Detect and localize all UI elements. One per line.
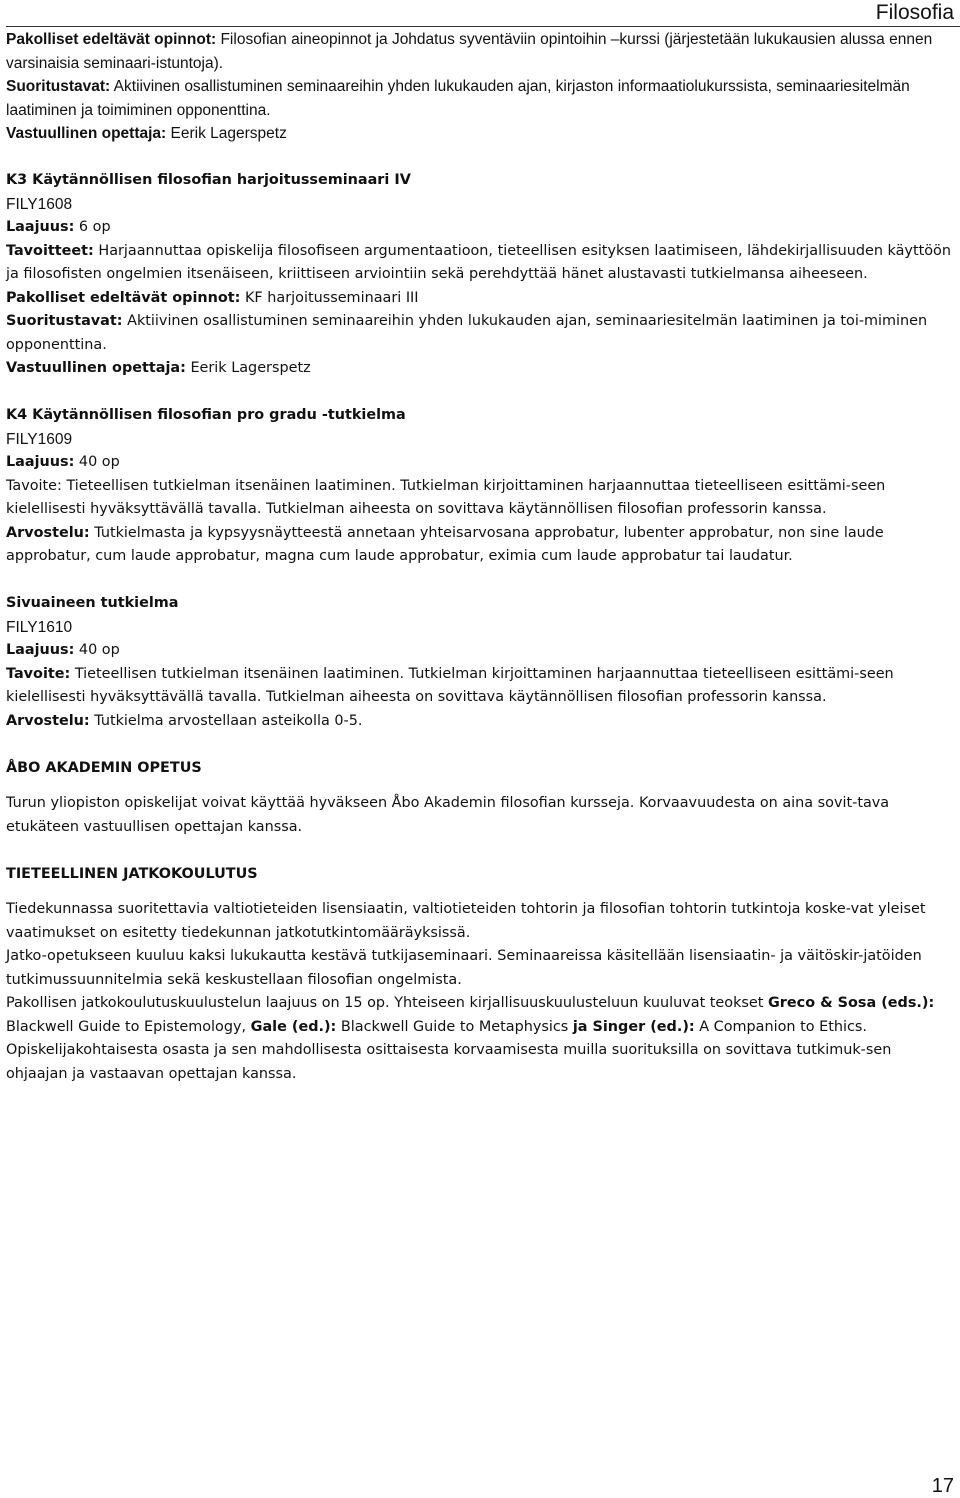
- course-k3-scope-label: Laajuus:: [6, 219, 75, 235]
- graduate-paragraph-1: Tiedekunnassa suoritettavia valtiotieteiden lisensiaatin, valtiotieteiden tohtorin ja filosofian tohtorin tutkintoja koske-vat yleiset vaatimukset on esitetty tiedekunnan jatkotutkintomääräyksissä.: [6, 901, 926, 941]
- spacer: [6, 780, 954, 792]
- minor-thesis-goals-text: Tieteellisen tutkielman itsenäinen laatiminen. Tutkielman kirjoittaminen harjaannuttaa tieteelliseen esittämi-seen kielellisesti hyväksyttävällä tavalla. Tutkielman aiheesta on sovittava käytännöllisen filosofian professorin kanssa.: [6, 665, 894, 705]
- course-k4-grading-label: Arvostelu:: [6, 524, 90, 541]
- minor-thesis-grading: [6, 710, 954, 734]
- course-k4-section: [6, 404, 954, 569]
- page-header-title: Filosofia: [875, 1, 954, 24]
- minor-thesis-goals: [6, 663, 954, 710]
- minor-thesis-scope-text: 40 op: [74, 642, 120, 658]
- intro-methods-label: Suoritustavat:: [6, 78, 111, 95]
- graduate-p3-text-3: Blackwell Guide to Metaphysics: [336, 1018, 573, 1035]
- spacer: [6, 381, 954, 405]
- course-k3-goals-text: Harjaannuttaa opiskelija filosofiseen argumentaatioon, tieteellisen esityksen laatimiseen, lähdekirjallisuuden käyttöön ja filosofisten ongelmien itsenäiseen, kriittiseen arviointiin sekä perehdyttää hänet alustavasti tutkielmansa aiheeseen.: [6, 242, 951, 282]
- intro-teacher-text: Eerik Lagerspetz: [166, 125, 287, 142]
- abo-akademi-text: Turun yliopiston opiskelijat voivat käyttää hyväkseen Åbo Akademin filosofian kursseja. Korvaavuudesta on aina sovit-tava etukäteen vastuullisen opettajan kanssa.: [6, 795, 890, 835]
- page-number: 17: [931, 1475, 954, 1497]
- course-k4-code: FILY1609: [6, 430, 73, 448]
- course-k3-methods: [6, 310, 954, 357]
- intro-teacher-paragraph: [6, 122, 954, 146]
- graduate-p3-text-2: Blackwell Guide to Epistemology,: [6, 1018, 251, 1035]
- graduate-p3-text-1: Pakollisen jatkokoulutuskuulustelun laajuus on 15 op. Yhteiseen kirjallisuuskuulusteluun kuuluvat teokset: [6, 995, 768, 1011]
- spacer: [6, 886, 954, 898]
- course-k3-goals-label: Tavoitteet:: [6, 242, 94, 259]
- spacer: [6, 146, 954, 170]
- graduate-p3-bold-2: Gale (ed.):: [250, 1018, 337, 1035]
- course-k3-goals: [6, 240, 954, 287]
- course-k3-teacher-label: Vastuullinen opettaja:: [6, 360, 186, 376]
- graduate-p3-text-4: A Companion to Ethics.: [694, 1018, 867, 1035]
- abo-akademi-section: [6, 757, 954, 840]
- graduate-p3-bold-3: ja Singer (ed.):: [572, 1018, 695, 1035]
- minor-thesis-section: [6, 592, 954, 733]
- minor-thesis-goals-label: Tavoite:: [6, 665, 71, 682]
- course-k4-grading-text: Tutkielmasta ja kypsyysnäytteestä annetaan yhteisarvosana approbatur, lubenter approbatur, non sine laude approbatur, cum laude approbatur, magna cum laude approbatur, eximia cum laude approbatur tai laudatur.: [6, 524, 884, 564]
- course-k3-scope: [6, 216, 954, 240]
- course-k4-scope-text: 40 op: [74, 454, 120, 470]
- graduate-paragraph-4: Opiskelijakohtaisesta osasta ja sen mahdollisesta osittaisesta korvaamisesta muilla suorituksilla on sovittava tutkimuk-sen ohjaajan ja vastaavan opettajan kanssa.: [6, 1042, 892, 1082]
- minor-thesis-grading-label: Arvostelu:: [6, 712, 90, 729]
- intro-methods-text: Aktiivinen osallistuminen seminaareihin yhden lukukauden ajan, kirjaston informaatiolukurssista, seminaariesitelmän laatiminen ja toimiminen opponenttina.: [6, 78, 910, 119]
- graduate-education-title: TIETEELLINEN JATKOKOULUTUS: [6, 865, 258, 882]
- minor-thesis-grading-text: Tutkielma arvostellaan asteikolla 0-5.: [89, 712, 363, 729]
- course-k3-teacher: [6, 357, 954, 381]
- course-k3-prereq: [6, 287, 954, 311]
- course-k4-grading: [6, 522, 954, 569]
- course-k3-methods-text: Aktiivinen osallistuminen seminaareihin yhden lukukauden ajan, seminaariesitelmän laatiminen ja toi-miminen opponenttina.: [6, 313, 928, 353]
- course-k3-section: [6, 169, 954, 381]
- intro-teacher-label: Vastuullinen opettaja:: [6, 125, 167, 142]
- spacer: [6, 839, 954, 863]
- course-k3-code: FILY1608: [6, 195, 73, 213]
- spacer: [6, 569, 954, 593]
- intro-section: [6, 28, 954, 146]
- document-body: [6, 28, 954, 1086]
- course-k3-teacher-text: Eerik Lagerspetz: [185, 360, 311, 376]
- graduate-p3-bold-1: Greco & Sosa (eds.):: [768, 995, 935, 1011]
- graduate-paragraph-3: [6, 992, 954, 1039]
- course-k4-scope-label: Laajuus:: [6, 454, 75, 470]
- intro-methods-paragraph: [6, 75, 954, 122]
- intro-prereq-label: Pakolliset edeltävät opinnot:: [6, 31, 217, 48]
- minor-thesis-scope: [6, 639, 954, 663]
- minor-thesis-title: Sivuaineen tutkielma: [6, 595, 179, 611]
- course-k3-methods-label: Suoritustavat:: [6, 313, 123, 329]
- intro-prereq-text: Filosofian aineopinnot ja Johdatus syventäviin opintoihin –kurssi (järjestetään lukukausien alussa ennen varsinaisia seminaari-istuntoja).: [6, 31, 933, 72]
- minor-thesis-scope-label: Laajuus:: [6, 642, 75, 658]
- course-k3-prereq-label: Pakolliset edeltävät opinnot:: [6, 289, 241, 306]
- graduate-education-section: [6, 863, 954, 1087]
- course-k3-prereq-text: KF harjoitusseminaari III: [240, 289, 419, 306]
- course-k4-title: K4 Käytännöllisen filosofian pro gradu -tutkielma: [6, 407, 406, 423]
- abo-akademi-title: ÅBO AKADEMIN OPETUS: [6, 759, 202, 776]
- course-k4-scope: [6, 451, 954, 475]
- spacer: [6, 733, 954, 757]
- minor-thesis-code: FILY1610: [6, 618, 73, 636]
- graduate-paragraph-2: Jatko-opetukseen kuuluu kaksi lukukautta kestävä tutkijaseminaari. Seminaareissa käsitellään lisensiaatin- ja väitöskir-jatöiden tutkimussuunnitelmia sekä keskustellaan filosofian ongelmista.: [6, 948, 922, 988]
- course-k4-goals: Tavoite: Tieteellisen tutkielman itsenäinen laatiminen. Tutkielman kirjoittaminen harjaannuttaa tieteelliseen esittämi-seen kielellisesti hyväksyttävällä tavalla. Tutkielman aiheesta on sovittava käytännöllisen filosofian professorin kanssa.: [6, 477, 886, 517]
- intro-prereq-paragraph: [6, 28, 954, 75]
- course-k3-scope-text: 6 op: [74, 219, 111, 235]
- header-divider: [6, 26, 960, 27]
- course-k3-title: K3 Käytännöllisen filosofian harjoitusseminaari IV: [6, 172, 411, 188]
